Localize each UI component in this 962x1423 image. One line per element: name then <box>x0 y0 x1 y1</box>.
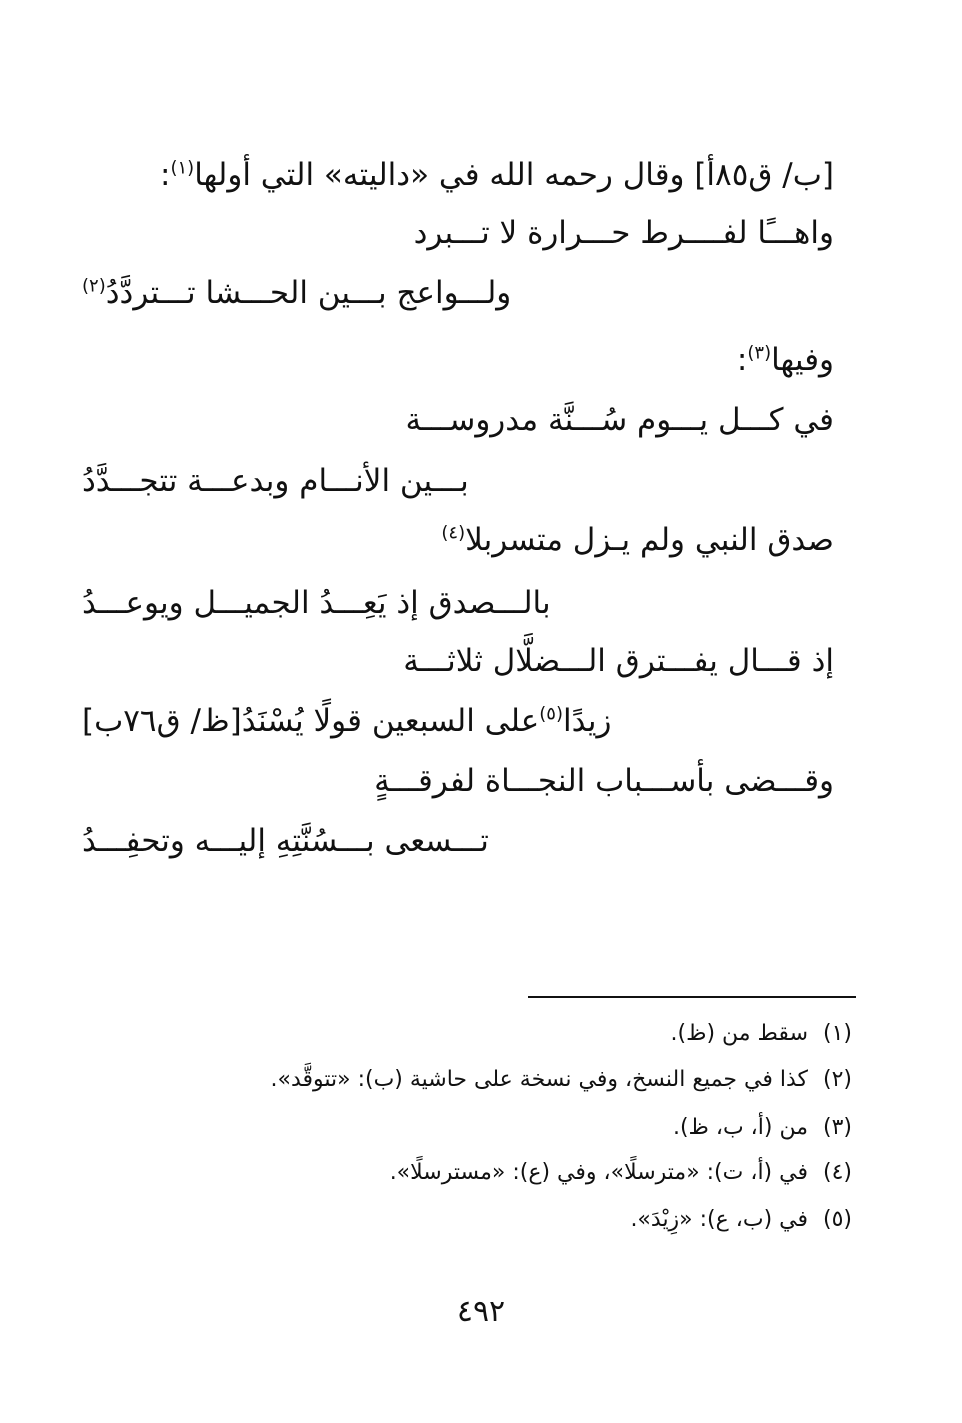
intro2-text: وفيها <box>771 342 834 378</box>
intro2-line <box>736 342 834 378</box>
verse-text: واهـــًا لفــــرط حـــرارة لا تـــبرد <box>413 215 834 251</box>
intro-line <box>160 157 834 193</box>
footnote-text: في (أ، ت): «مترسلًا»، وفي (ع): «مسترسلًا». <box>389 1160 808 1185</box>
intro2-colon: : <box>736 342 748 378</box>
verse-line <box>374 763 834 799</box>
footnote-number: (٣) <box>822 1115 852 1140</box>
verse-line <box>82 275 512 311</box>
footnote <box>671 1023 852 1045</box>
footnote <box>270 1069 852 1091</box>
footnote-separator <box>528 996 856 998</box>
footnote-text: من (أ، ب، ظ). <box>672 1115 808 1140</box>
verse-text: وقـــضى بأســـباب النجـــاة لفرقـــةٍ <box>374 763 834 799</box>
footnote-ref: (٥) <box>539 703 563 725</box>
verse-text: إذ قـــال يفـــترق الـــضلَّال ثلاثـــة <box>403 643 834 679</box>
footnote-number: (١) <box>822 1021 852 1046</box>
footnote-text: سقط من (ظ). <box>670 1021 808 1046</box>
verse-text: ولـــواعج بـــين الحـــشا تـــتردَّدُ <box>105 275 512 311</box>
verse-text: بـــين الأنـــام وبدعـــة تتجـــدَّدُ <box>82 463 469 499</box>
intro-colon: : <box>160 157 171 193</box>
footnote-number: (٢) <box>822 1067 852 1092</box>
footnote-ref: (٣) <box>747 342 772 364</box>
verse-line <box>82 703 612 739</box>
footnote <box>630 1209 852 1231</box>
verse-text: في كـــل يـــوم سُـــنَّة مدروســـة <box>405 402 834 438</box>
footnote-text: كذا في جميع النسخ، وفي نسخة على حاشية (ب): «تتوقَّد». <box>270 1067 808 1092</box>
verse-line <box>403 643 834 679</box>
footnote-ref: (٢) <box>82 275 106 297</box>
intro-text: [ب/ ق٨٥أ] وقال رحمه الله في «داليته» التي أولها <box>194 157 834 193</box>
verse-text: على السبعين قولًا يُسْنَدُ[ظ/ ق٧٦ب] <box>82 703 540 739</box>
footnote-number: (٤) <box>822 1160 852 1185</box>
verse-line <box>413 215 834 251</box>
footnote-ref: (٤) <box>441 522 466 544</box>
verse-line <box>441 522 834 558</box>
verse-text: تـــسعى بـــسُنَّتِهِ إليـــه وتحفِـــدُ <box>82 823 489 859</box>
footnote <box>673 1117 852 1139</box>
footnote <box>390 1162 852 1184</box>
page-number: ٤٩٢ <box>456 1294 506 1329</box>
verse-lead: زيدًا <box>563 703 612 739</box>
footnote-number: (٥) <box>822 1207 852 1232</box>
verse-line <box>82 463 469 499</box>
footnote-ref: (١) <box>170 157 195 179</box>
footnote-text: في (ب، ع): «زِيْدَ». <box>630 1207 808 1232</box>
verse-text: صدق النبي ولم يـزل متسربلا <box>465 522 834 558</box>
verse-line <box>82 585 551 621</box>
verse-line <box>82 823 489 859</box>
verse-line <box>405 402 835 438</box>
verse-text: بالـــصدق إذ يَعِـــدُ الجميـــل ويوعـــدُ <box>82 585 551 621</box>
